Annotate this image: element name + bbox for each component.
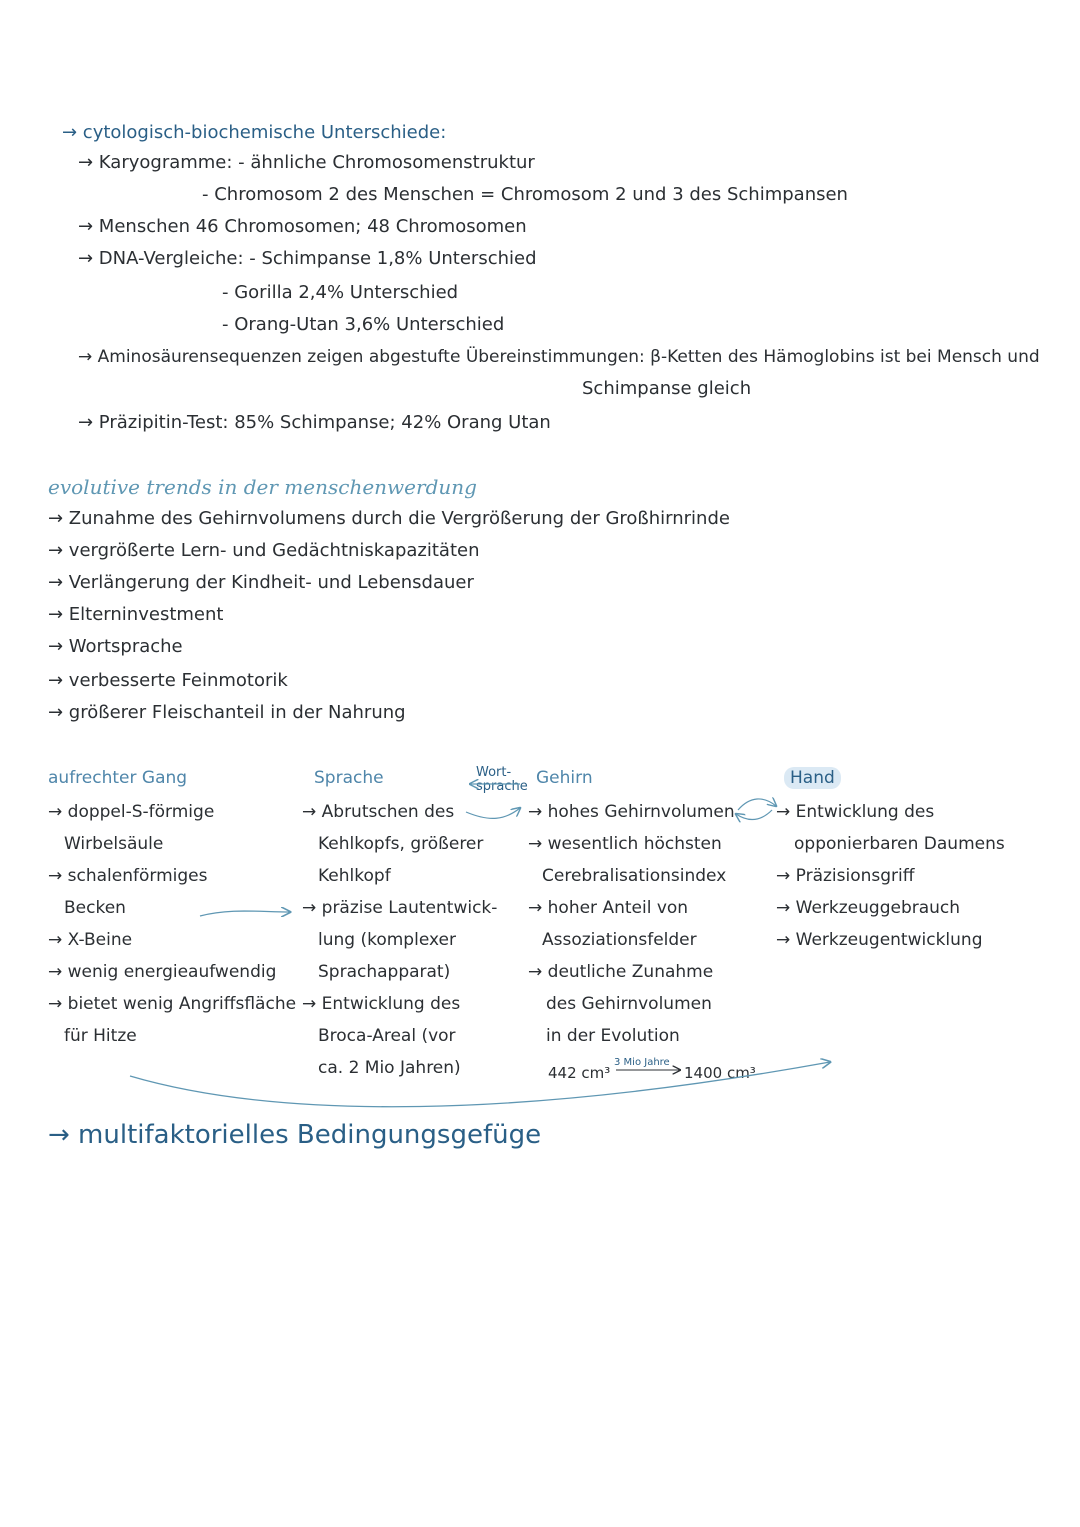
column-line: ca. 2 Mio Jahren) xyxy=(318,1058,461,1078)
trend-item: → vergrößerte Lern- und Gedächtniskapazitäten xyxy=(48,540,480,561)
dna-gorilla-line: - Gorilla 2,4% Unterschied xyxy=(222,282,459,303)
precipitin-line: → Präzipitin-Test: 85% Schimpanse; 42% Orang Utan xyxy=(78,412,551,433)
arrow-gang-to-sprache xyxy=(200,911,290,916)
dna-orang-line: - Orang-Utan 3,6% Unterschied xyxy=(222,314,505,335)
amino-acid-line: → Aminosäurensequenzen zeigen abgestufte Übereinstimmungen: β-Ketten des Hämoglobins ist bei Mensch und xyxy=(78,347,1040,367)
conclusion: → multifaktorielles Bedingungsgefüge xyxy=(48,1120,542,1150)
column-line: → bietet wenig Angriffsfläche xyxy=(48,994,297,1014)
column-line: → Entwicklung des xyxy=(776,802,935,822)
link-label-wort: Wort- xyxy=(476,765,512,780)
column-line: → Entwicklung des xyxy=(302,994,461,1014)
link-label-sprache: sprache xyxy=(476,779,528,794)
column-line: Becken xyxy=(64,898,126,918)
column-line: Wirbelsäule xyxy=(64,834,164,854)
column-heading: Hand xyxy=(784,767,841,789)
trend-item: → Elterninvestment xyxy=(48,604,224,625)
volume-label: 3 Mio Jahre xyxy=(614,1057,670,1068)
arrow-gehirn-hand-top xyxy=(738,799,776,810)
column-line: Cerebralisationsindex xyxy=(542,866,727,886)
column-line: → hohes Gehirnvolumen xyxy=(528,802,735,822)
column-heading: Sprache xyxy=(314,768,384,788)
column-line: → doppel-S-förmige xyxy=(48,802,215,822)
trend-item: → verbesserte Feinmotorik xyxy=(48,670,288,691)
column-line: Broca-Areal (vor xyxy=(318,1026,456,1046)
chromosome-line: - Chromosom 2 des Menschen = Chromosom 2 und 3 des Schimpansen xyxy=(202,184,848,205)
arrow-gehirn-hand-bottom xyxy=(736,810,772,820)
column-line: → Werkzeugentwicklung xyxy=(776,930,983,950)
volume-from: 442 cm³ xyxy=(548,1064,611,1082)
summary-curve xyxy=(130,1062,830,1107)
column-line: → hoher Anteil von xyxy=(528,898,689,918)
column-line: opponierbaren Daumens xyxy=(794,834,1005,854)
trend-item: → Verlängerung der Kindheit- und Lebensdauer xyxy=(48,572,474,593)
column-line: → Abrutschen des xyxy=(302,802,455,822)
column-line: → wesentlich höchsten xyxy=(528,834,722,854)
section-heading-cyto: → cytologisch-biochemische Unterschiede: xyxy=(62,122,447,143)
column-line: → präzise Lautentwick- xyxy=(302,898,498,918)
trend-item: → Zunahme des Gehirnvolumens durch die Vergrößerung der Großhirnrinde xyxy=(48,508,730,529)
column-line: Assoziationsfelder xyxy=(542,930,697,950)
trend-item: → größerer Fleischanteil in der Nahrung xyxy=(48,702,406,723)
amino-acid-line-cont: Schimpanse gleich xyxy=(582,378,752,399)
trend-item: → Wortsprache xyxy=(48,636,183,657)
column-heading: aufrechter Gang xyxy=(48,768,188,788)
column-line: → schalenförmiges xyxy=(48,866,208,886)
column-line: des Gehirnvolumen xyxy=(546,994,712,1014)
column-line: → wenig energieaufwendig xyxy=(48,962,277,982)
column-line: Sprachapparat) xyxy=(318,962,451,982)
column-line: → X-Beine xyxy=(48,930,133,950)
column-line: in der Evolution xyxy=(546,1026,680,1046)
arrow-sprache-to-gehirn xyxy=(466,808,520,818)
column-line: Kehlkopf xyxy=(318,866,391,886)
column-heading: Gehirn xyxy=(536,768,593,788)
column-line: lung (komplexer xyxy=(318,930,456,950)
column-line: Kehlkopfs, größerer xyxy=(318,834,484,854)
column-line: → Präzisionsgriff xyxy=(776,866,915,886)
section-heading-trends: evolutive trends in der menschenwerdung xyxy=(48,475,477,499)
dna-compare-line: → DNA-Vergleiche: - Schimpanse 1,8% Unterschied xyxy=(78,248,537,269)
volume-to: 1400 cm³ xyxy=(684,1064,756,1082)
column-line: für Hitze xyxy=(64,1026,137,1046)
karyogram-line: → Karyogramme: - ähnliche Chromosomenstruktur xyxy=(78,152,535,173)
chromosome-count-line: → Menschen 46 Chromosomen; 48 Chromosomen xyxy=(78,216,527,237)
column-line: → deutliche Zunahme xyxy=(528,962,714,982)
column-line: → Werkzeuggebrauch xyxy=(776,898,961,918)
